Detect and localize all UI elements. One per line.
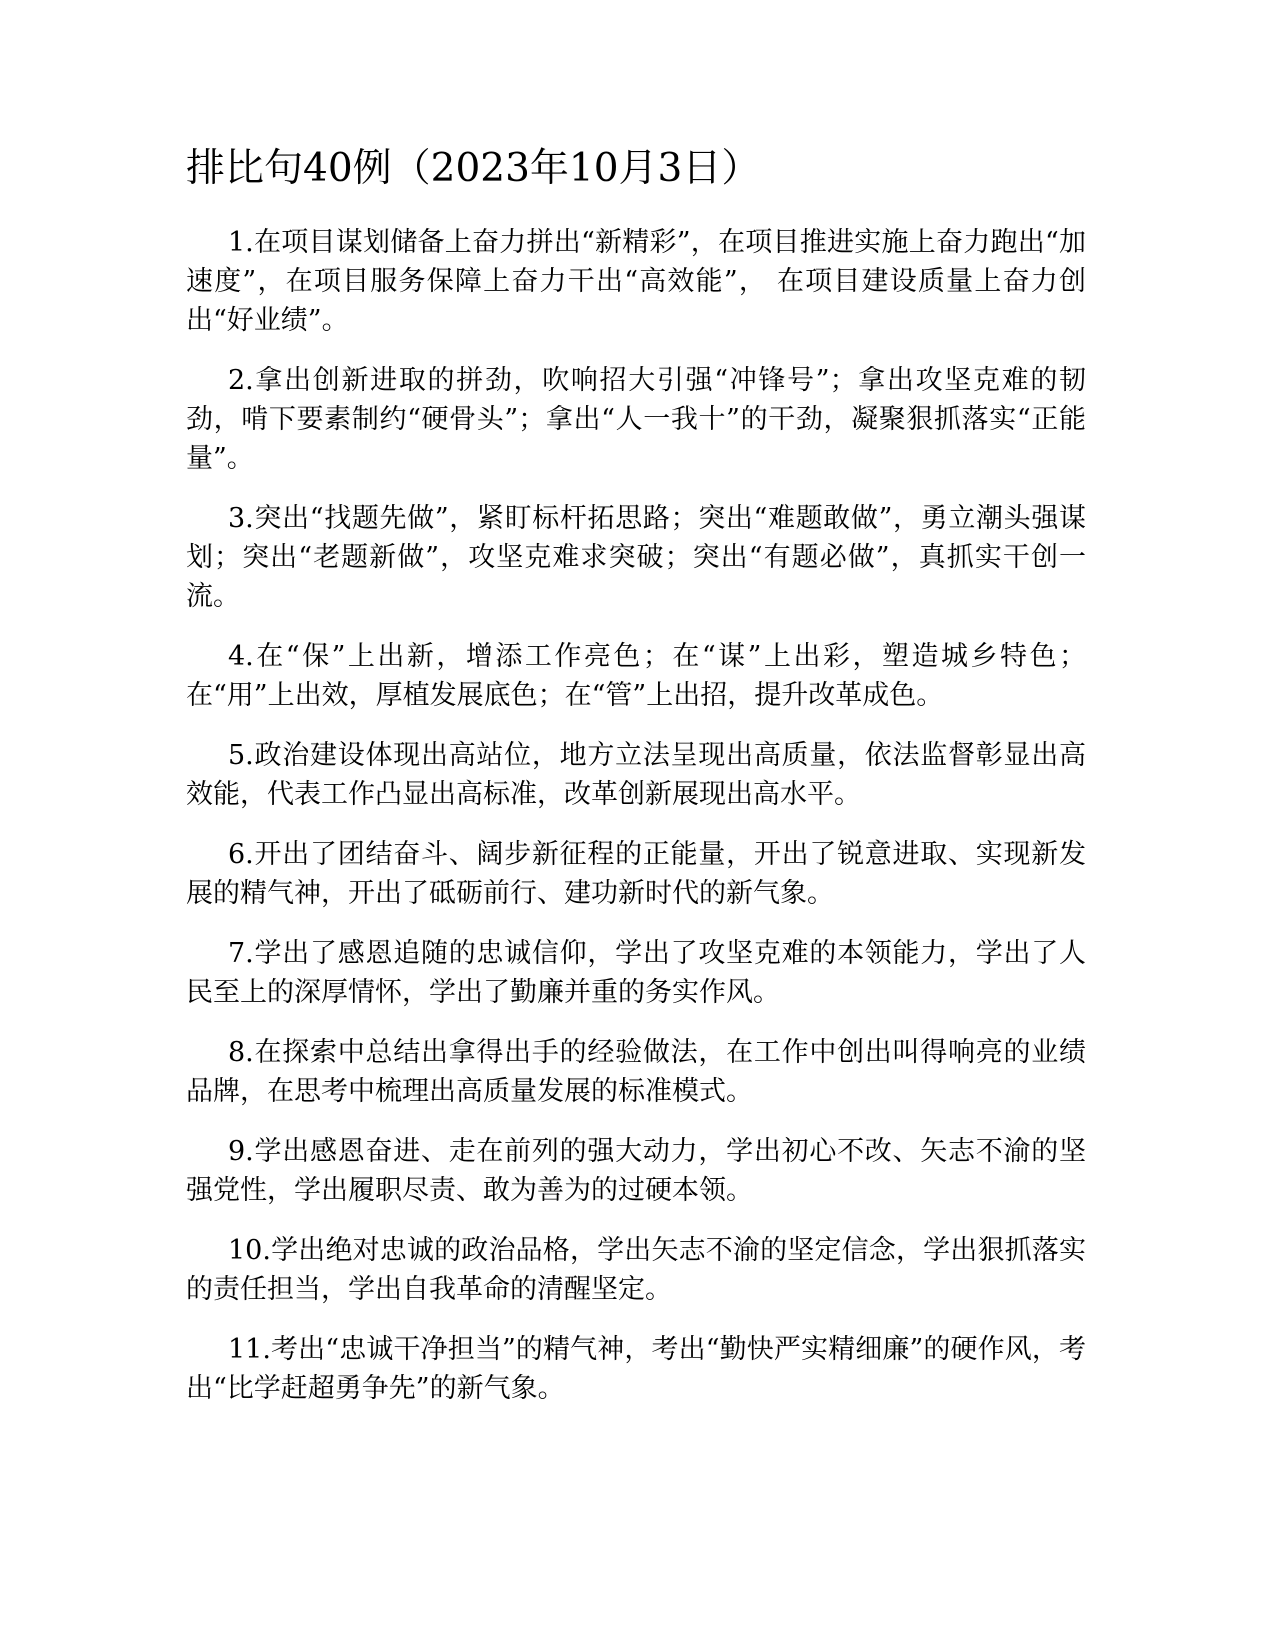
paragraph-3: 3.突出“找题先做”，紧盯标杆拓思路；突出“难题敢做”，勇立潮头强谋划；突出“老题新做”，攻坚克难求突破；突出“有题必做”，真抓实干创一流。 xyxy=(186,502,1086,612)
paragraph-7: 7.学出了感恩追随的忠诚信仰，学出了攻坚克难的本领能力，学出了人民至上的深厚情怀，学出了勤廉并重的务实作风。 xyxy=(186,937,1086,1008)
paragraph-5: 5.政治建设体现出高站位，地方立法呈现出高质量，依法监督彰显出高效能，代表工作凸显出高标准，改革创新展现出高水平。 xyxy=(186,739,1086,810)
paragraph-4: 4.在“保”上出新，增添工作亮色；在“谋”上出彩，塑造城乡特色；在“用”上出效，厚植发展底色；在“管”上出招，提升改革成色。 xyxy=(186,640,1086,711)
paragraph-list xyxy=(186,223,1086,1408)
paragraph-6: 6.开出了团结奋斗、阔步新征程的正能量，开出了锐意进取、实现新发展的精气神，开出了砥砺前行、建功新时代的新气象。 xyxy=(186,838,1086,909)
paragraph-10: 10.学出绝对忠诚的政治品格，学出矢志不渝的坚定信念，学出狠抓落实的责任担当，学出自我革命的清醒坚定。 xyxy=(186,1234,1086,1305)
document-title: 排比句40例（2023年10月3日） xyxy=(186,146,761,191)
paragraph-9: 9.学出感恩奋进、走在前列的强大动力，学出初心不改、矢志不渝的坚强党性，学出履职尽责、敢为善为的过硬本领。 xyxy=(186,1135,1086,1206)
document-page xyxy=(186,146,1086,1429)
paragraph-1: 1.在项目谋划储备上奋力拼出“新精彩”，在项目推进实施上奋力跑出“加速度”，在项目服务保障上奋力干出“高效能”， 在项目建设质量上奋力创出“好业绩”。 xyxy=(186,226,1086,336)
paragraph-2: 2.拿出创新进取的拼劲，吹响招大引强“冲锋号”；拿出攻坚克难的韧劲，啃下要素制约“硬骨头”；拿出“人一我十”的干劲，凝聚狠抓落实“正能量”。 xyxy=(186,364,1086,474)
paragraph-11: 11.考出“忠诚干净担当”的精气神，考出“勤快严实精细廉”的硬作风，考出“比学赶超勇争先”的新气象。 xyxy=(186,1333,1086,1404)
paragraph-8: 8.在探索中总结出拿得出手的经验做法，在工作中创出叫得响亮的业绩品牌，在思考中梳理出高质量发展的标准模式。 xyxy=(186,1036,1086,1107)
